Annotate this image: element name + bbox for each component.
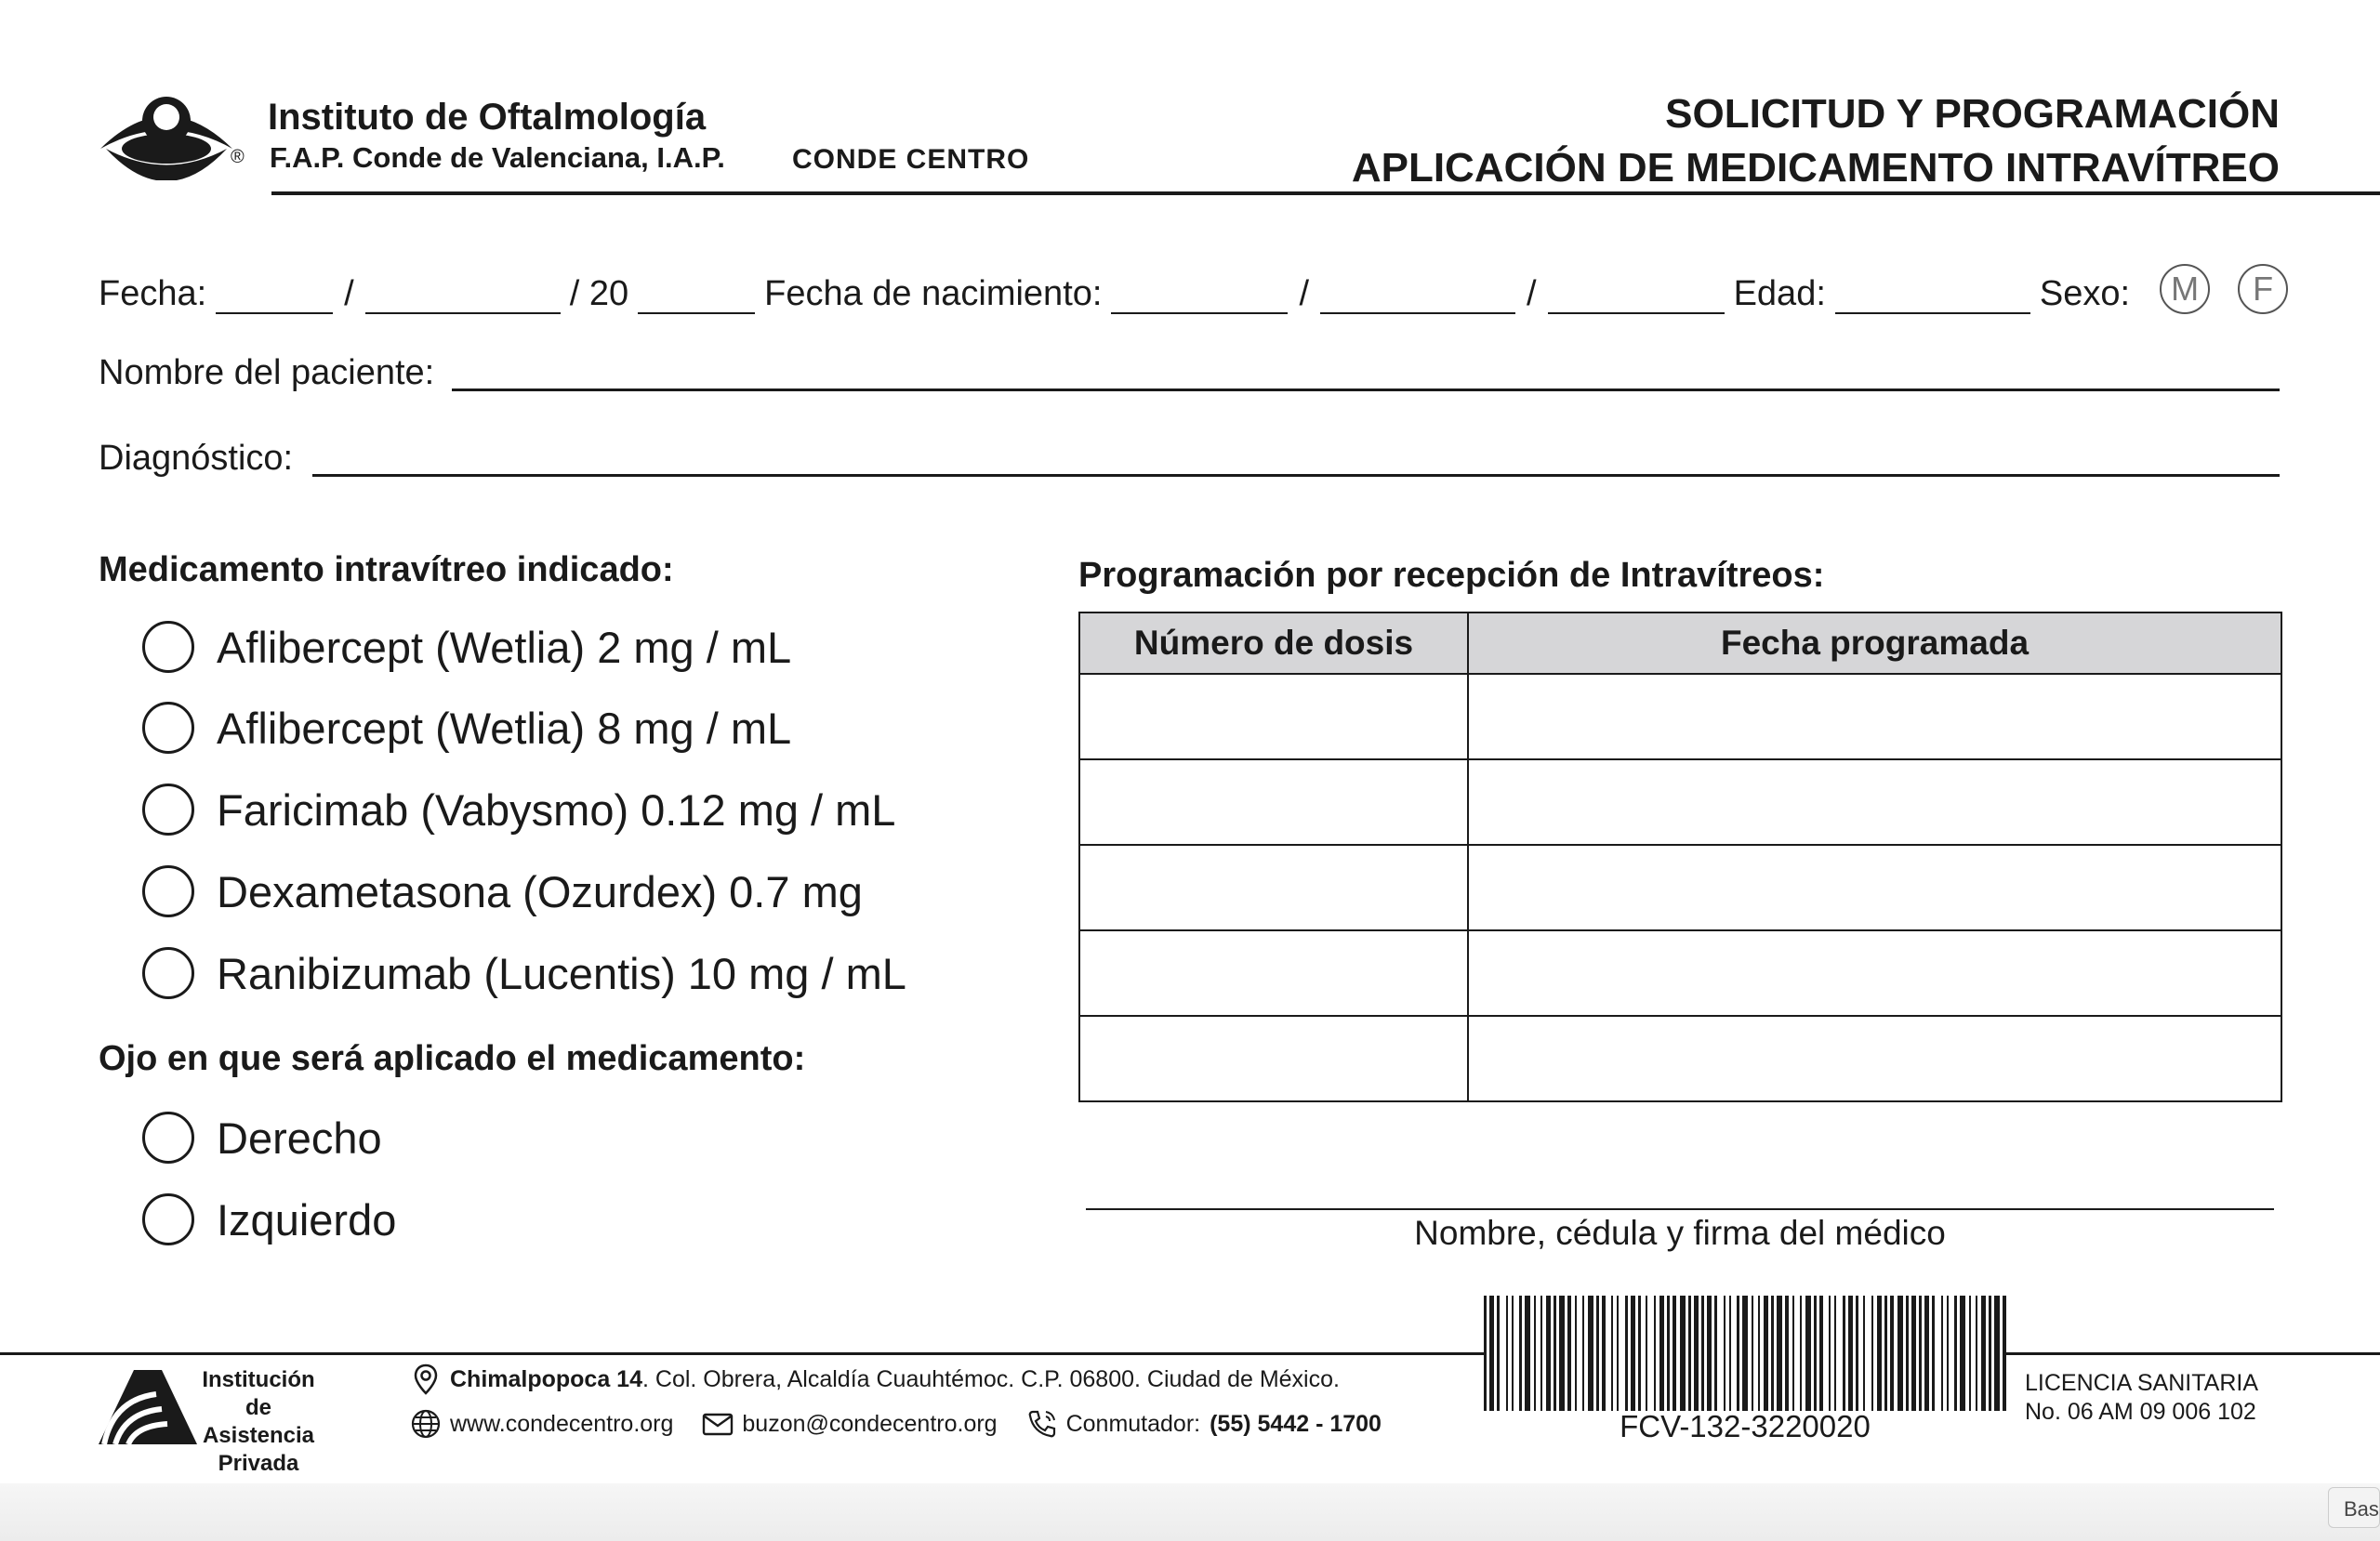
table-row	[1079, 930, 2281, 1016]
patient-name-row	[99, 353, 434, 393]
date-cell[interactable]	[1468, 930, 2281, 1016]
sex-option-f[interactable]: F	[2238, 264, 2288, 314]
radio-circle[interactable]	[142, 865, 194, 917]
medication-option-label: Faricimab (Vabysmo) 0.12 mg / mL	[217, 784, 896, 835]
eye-heading: Ojo en que será aplicado el medicamento:	[99, 1039, 806, 1078]
birth-day-blank[interactable]	[1111, 283, 1288, 314]
medication-option-label: Aflibercept (Wetlia) 2 mg / mL	[217, 622, 792, 672]
footer-address	[409, 1363, 1340, 1396]
address-street: Chimalpopoca 14	[450, 1365, 642, 1392]
phone-icon	[1025, 1407, 1059, 1441]
fecha-year-blank[interactable]	[638, 283, 755, 314]
radio-circle[interactable]	[142, 621, 194, 673]
envelope-icon	[701, 1407, 734, 1441]
license-number: No. 06 AM 09 006 102	[2025, 1399, 2256, 1425]
dose-cell[interactable]	[1079, 759, 1468, 845]
birth-label: Fecha de nacimiento:	[764, 274, 1103, 313]
eye-logo-icon	[97, 93, 236, 180]
radio-circle[interactable]	[142, 784, 194, 836]
diagnosis-row	[99, 439, 293, 479]
header-divider	[271, 191, 2380, 195]
diagnosis-label: Diagnóstico:	[99, 439, 294, 478]
fecha-label: Fecha:	[99, 274, 207, 313]
signature-line[interactable]	[1086, 1208, 2274, 1210]
year-prefix: / 20	[569, 274, 629, 313]
document-title-line-1: SOLICITUD Y PROGRAMACIÓN	[1665, 91, 2280, 137]
eye-option-left[interactable]	[142, 1193, 396, 1245]
column-header-dose: Número de dosis	[1079, 612, 1468, 674]
iap-line: Asistencia	[202, 1423, 315, 1448]
email-link[interactable]: buzon@condecentro.org	[742, 1410, 998, 1437]
corner-button[interactable]: Bas	[2328, 1487, 2380, 1528]
slash: /	[344, 274, 354, 313]
signature-label: Nombre, cédula y firma del médico	[1414, 1214, 1946, 1252]
table-header-row	[1079, 612, 2281, 674]
patient-name-line[interactable]	[452, 389, 2280, 391]
birth-month-blank[interactable]	[1320, 283, 1515, 314]
medication-option-label: Dexametasona (Ozurdex) 0.7 mg	[217, 866, 863, 916]
dose-cell[interactable]	[1079, 930, 1468, 1016]
phone-number: (55) 5442 - 1700	[1210, 1410, 1382, 1437]
column-header-date: Fecha programada	[1468, 612, 2281, 674]
location-pin-icon	[409, 1363, 443, 1396]
sex-option-m[interactable]: M	[2160, 264, 2210, 314]
eye-option-label: Izquierdo	[217, 1194, 397, 1245]
barcode	[1484, 1296, 2006, 1411]
medication-option[interactable]	[142, 865, 863, 917]
iap-text	[193, 1366, 324, 1478]
birth-year-blank[interactable]	[1548, 283, 1725, 314]
brand-name: CONDE CENTRO	[792, 144, 1030, 175]
date-cell[interactable]	[1468, 674, 2281, 759]
date-cell[interactable]	[1468, 1016, 2281, 1101]
radio-circle[interactable]	[142, 1112, 194, 1164]
dose-cell[interactable]	[1079, 1016, 1468, 1101]
schedule-heading: Programación por recepción de Intravítreos:	[1078, 556, 1825, 595]
eye-option-right[interactable]	[142, 1112, 382, 1164]
date-row	[99, 264, 2288, 314]
table-row	[1079, 1016, 2281, 1101]
fecha-month-blank[interactable]	[365, 283, 561, 314]
radio-circle[interactable]	[142, 702, 194, 754]
license-label: LICENCIA SANITARIA	[2025, 1370, 2258, 1396]
iap-line: Institución de	[202, 1367, 315, 1420]
iap-logo-icon	[97, 1366, 201, 1448]
date-cell[interactable]	[1468, 845, 2281, 930]
schedule-table	[1078, 612, 2282, 1102]
date-cell[interactable]	[1468, 759, 2281, 845]
document-title-line-2: APLICACIÓN DE MEDICAMENTO INTRAVÍTREO	[1351, 145, 2280, 191]
medication-option-label: Ranibizumab (Lucentis) 10 mg / mL	[217, 948, 906, 998]
dose-cell[interactable]	[1079, 674, 1468, 759]
medication-option[interactable]	[142, 702, 791, 754]
barcode-number: FCV-132-3220020	[1620, 1409, 1871, 1443]
fecha-day-blank[interactable]	[216, 283, 333, 314]
institution-subtitle: F.A.P. Conde de Valenciana, I.A.P.	[270, 141, 725, 174]
medication-option[interactable]	[142, 784, 895, 836]
website-link[interactable]: www.condecentro.org	[450, 1410, 674, 1437]
age-blank[interactable]	[1835, 283, 2030, 314]
radio-circle[interactable]	[142, 1193, 194, 1245]
slash: /	[1299, 274, 1310, 313]
sex-label: Sexo:	[2039, 274, 2131, 313]
radio-circle[interactable]	[142, 947, 194, 999]
viewer-bottom-bar	[0, 1483, 2380, 1541]
diagnosis-line[interactable]	[312, 474, 2280, 477]
table-row	[1079, 759, 2281, 845]
phone-label: Conmutador:	[1065, 1410, 1201, 1437]
medication-option[interactable]	[142, 947, 906, 999]
dose-cell[interactable]	[1079, 845, 1468, 930]
iap-line: Privada	[218, 1451, 299, 1476]
address-rest: . Col. Obrera, Alcaldía Cuauhtémoc. C.P. 06800. Ciudad de México.	[642, 1365, 1340, 1392]
globe-icon	[409, 1407, 443, 1441]
table-row	[1079, 674, 2281, 759]
medication-option-label: Aflibercept (Wetlia) 8 mg / mL	[217, 703, 792, 753]
medication-heading: Medicamento intravítreo indicado:	[99, 550, 674, 589]
institution-name: Instituto de Oftalmología	[268, 97, 707, 138]
footer-contacts	[409, 1407, 1382, 1441]
eye-option-label: Derecho	[217, 1113, 382, 1163]
age-label: Edad:	[1733, 274, 1826, 313]
patient-label: Nombre del paciente:	[99, 353, 435, 392]
footer-divider	[0, 1352, 2380, 1355]
table-row	[1079, 845, 2281, 930]
slash: /	[1527, 274, 1537, 313]
medication-option[interactable]	[142, 621, 791, 673]
registered-mark: ®	[231, 147, 245, 167]
